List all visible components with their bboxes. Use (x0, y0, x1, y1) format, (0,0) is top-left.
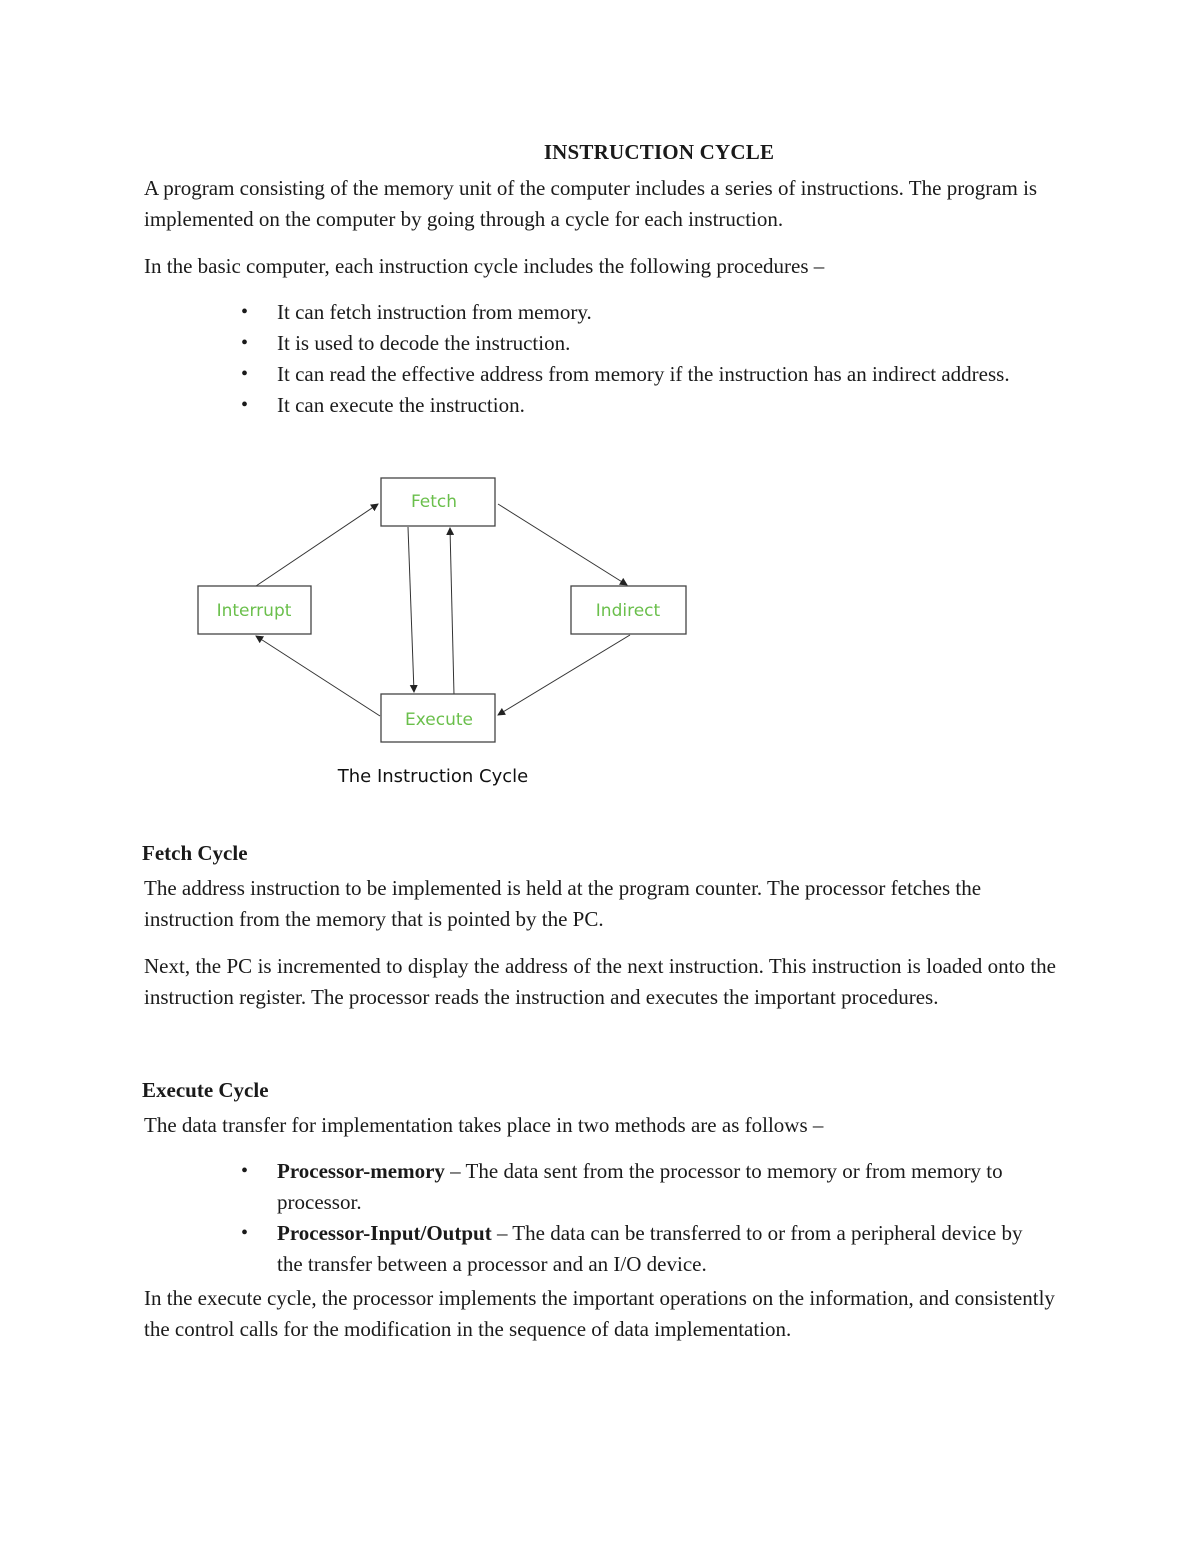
bullet-icon: • (241, 1160, 249, 1182)
list-item-text: It is used to decode the instruction. (277, 331, 571, 355)
execute-cycle-closing: In the execute cycle, the processor implements the important operations on the information, and consistently the control calls for the modification in the sequence of data implementation. (144, 1286, 1055, 1341)
method-term: Processor-Input/Output (277, 1221, 492, 1245)
arrow-fetch-to-execute (408, 527, 414, 692)
bullet-icon: • (241, 1222, 249, 1244)
method-description: – The data can be transferred to or from a peripheral device by the transfer between a processor and an I/O device. (277, 1221, 1023, 1276)
arrow-interrupt-to-fetch (256, 504, 378, 586)
instruction-cycle-diagram (190, 470, 700, 800)
list-item-text: It can execute the instruction. (277, 393, 525, 417)
list-item-text: It can read the effective address from memory if the instruction has an indirect address. (277, 362, 1010, 386)
interrupt-node (198, 586, 311, 634)
bullet-icon: • (241, 332, 249, 354)
diagram-caption: The Instruction Cycle (337, 766, 529, 787)
procedures-intro: In the basic computer, each instruction cycle includes the following procedures – (144, 254, 825, 278)
execute-cycle-heading: Execute Cycle (142, 1078, 269, 1102)
method-term: Processor-memory (277, 1159, 445, 1183)
arrow-indirect-to-execute (498, 635, 630, 715)
bullet-icon: • (241, 394, 249, 416)
list-item (241, 1156, 1037, 1218)
execute-node (381, 694, 495, 742)
fetch-cycle-heading: Fetch Cycle (142, 841, 248, 865)
intro-paragraph: A program consisting of the memory unit of the computer includes a series of instructions. The program is implemented on the computer by going through a cycle for each instruction. (144, 176, 1038, 231)
list-item (241, 328, 1037, 359)
list-item (241, 359, 1037, 390)
arrow-execute-to-fetch (450, 528, 454, 695)
list-item (241, 390, 1037, 421)
bullet-icon: • (241, 301, 249, 323)
fetch-node (381, 478, 495, 526)
fetch-cycle-paragraph-1: The address instruction to be implemented is held at the program counter. The processor fetches the instruction from the memory that is pointed by the PC. (144, 876, 982, 931)
fetch-cycle-paragraph-2: Next, the PC is incremented to display the address of the next instruction. This instruction is loaded onto the instruction register. The processor reads the instruction and executes the important procedures. (144, 954, 1056, 1009)
indirect-node (571, 586, 686, 634)
list-item-text: It can fetch instruction from memory. (277, 300, 592, 324)
indirect-label: Indirect (595, 601, 661, 621)
execute-cycle-intro: The data transfer for implementation takes place in two methods are as follows – (144, 1113, 824, 1137)
transfer-methods-list (241, 1156, 1037, 1280)
execute-label: Execute (405, 710, 473, 730)
arrow-fetch-to-indirect (498, 504, 627, 585)
procedures-list (241, 297, 1037, 421)
arrow-execute-to-interrupt (256, 636, 380, 716)
method-description: – The data sent from the processor to memory or from memory to processor. (277, 1159, 1003, 1214)
interrupt-label: Interrupt (216, 601, 292, 621)
fetch-label: Fetch (410, 492, 458, 512)
document-title: INSTRUCTION CYCLE (543, 140, 775, 164)
list-item (241, 297, 1037, 328)
bullet-icon: • (241, 363, 249, 385)
list-item (241, 1218, 1037, 1280)
